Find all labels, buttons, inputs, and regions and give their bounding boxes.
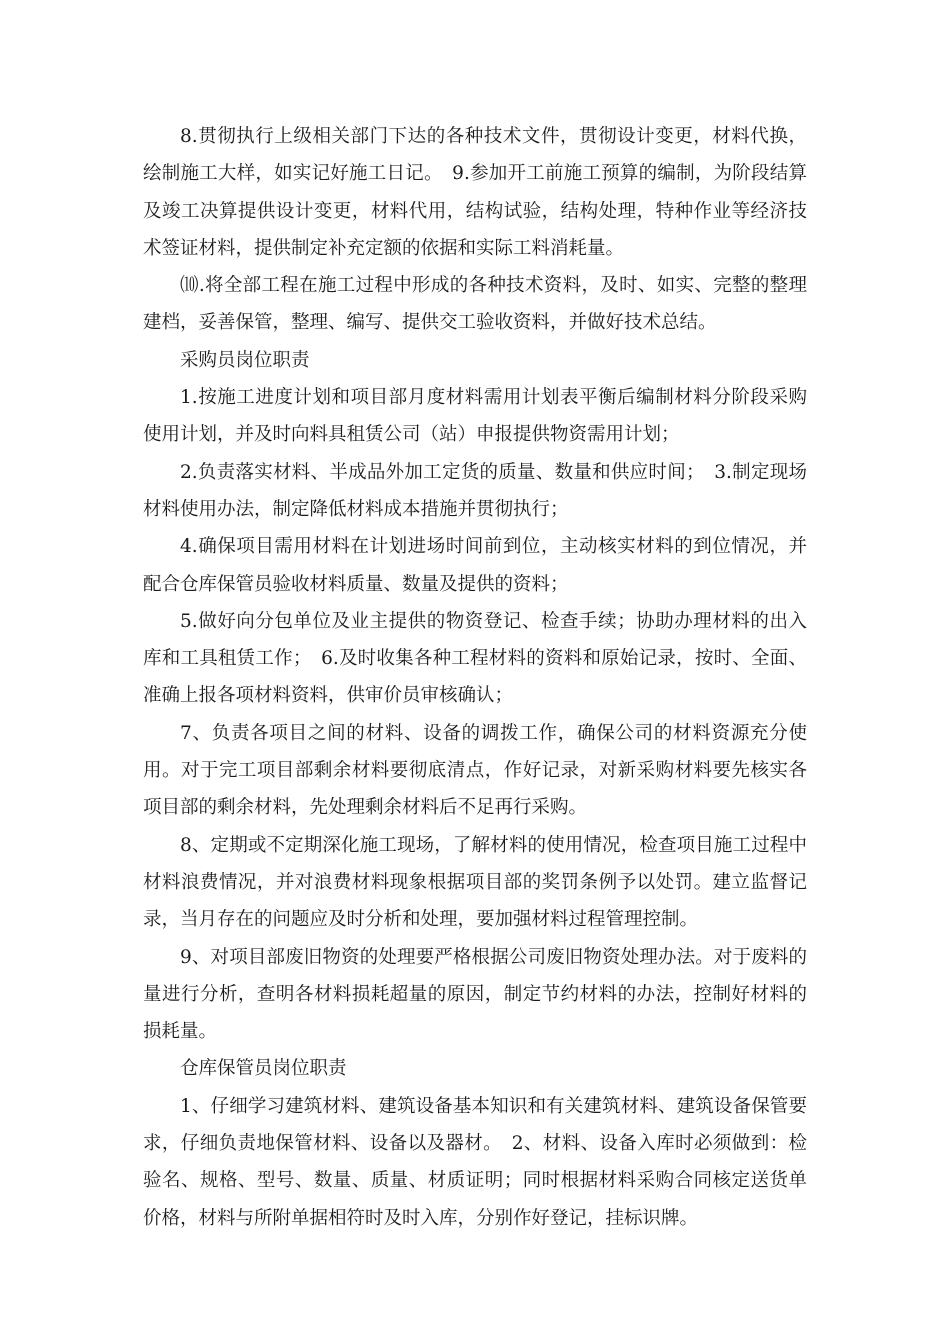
para-purchaser-9: 9、对项目部废旧物资的处理要严格根据公司废旧物资处理办法。对于废料的量进行分析，查明各材料损耗超量的原因，制定节约材料的办法，控制好材料的损耗量。: [143, 946, 807, 1043]
document-body: [143, 118, 807, 1237]
para-purchaser-5-6: 5.做好向分包单位及业主提供的物资登记、检查手续；协助办理材料的出入库和工具租赁工作； 6.及时收集各种工程材料的资料和原始记录，按时、全面、准确上报各项材料资料，供审价员审核确认；: [143, 610, 807, 707]
para-tech-8-9: 8.贯彻执行上级相关部门下达的各种技术文件，贯彻设计变更，材料代换，绘制施工大样，如实记好施工日记。 9.参加开工前施工预算的编制，为阶段结算及竣工决算提供设计变更，材料代用，结构试验，结构处理，特种作业等经济技术签证材料，提供制定补充定额的依据和实际工料消耗量。: [143, 126, 807, 259]
para-warehouse-1-2: 1、仔细学习建筑材料、建筑设备基本知识和有关建筑材料、建筑设备保管要求，仔细负责地保管材料、设备以及器材。 2、材料、设备入库时必须做到：检验名、规格、型号、数量、质量、材质证明；同时根据材料采购合同核定送货单价格，材料与所附单据相符时及时入库，分别作好登记，挂标识牌。: [143, 1095, 807, 1229]
para-purchaser-2-3: 2.负责落实材料、半成品外加工定货的质量、数量和供应时间； 3.制定现场材料使用办法，制定降低材料成本措施并贯彻执行；: [143, 461, 807, 520]
heading-warehouse-keeper: 仓库保管员岗位职责: [180, 1058, 347, 1080]
para-purchaser-8: 8、定期或不定期深化施工现场，了解材料的使用情况，检查项目施工过程中材料浪费情况，并对浪费材料现象根据项目部的奖罚条例予以处罚。建立监督记录，当月存在的问题应及时分析和处理，要加强材料过程管理控制。: [143, 834, 807, 931]
para-purchaser-4: 4.确保项目需用材料在计划进场时间前到位，主动核实材料的到位情况，并配合仓库保管员验收材料质量、数量及提供的资料；: [143, 536, 807, 595]
para-purchaser-7: 7、负责各项目之间的材料、设备的调拨工作，确保公司的材料资源充分使用。对于完工项目部剩余材料要彻底清点，作好记录，对新采购材料要先核实各项目部的剩余材料，先处理剩余材料后不足再行采购。: [143, 722, 807, 819]
para-purchaser-1: 1.按施工进度计划和项目部月度材料需用计划表平衡后编制材料分阶段采购使用计划，并及时向料具租赁公司（站）申报提供物资需用计划；: [143, 387, 807, 446]
para-tech-10: ⑽.将全部工程在施工过程中形成的各种技术资料，及时、如实、完整的整理建档，妥善保管，整理、编写、提供交工验收资料，并做好技术总结。: [143, 275, 807, 334]
heading-purchaser: 采购员岗位职责: [180, 349, 310, 371]
